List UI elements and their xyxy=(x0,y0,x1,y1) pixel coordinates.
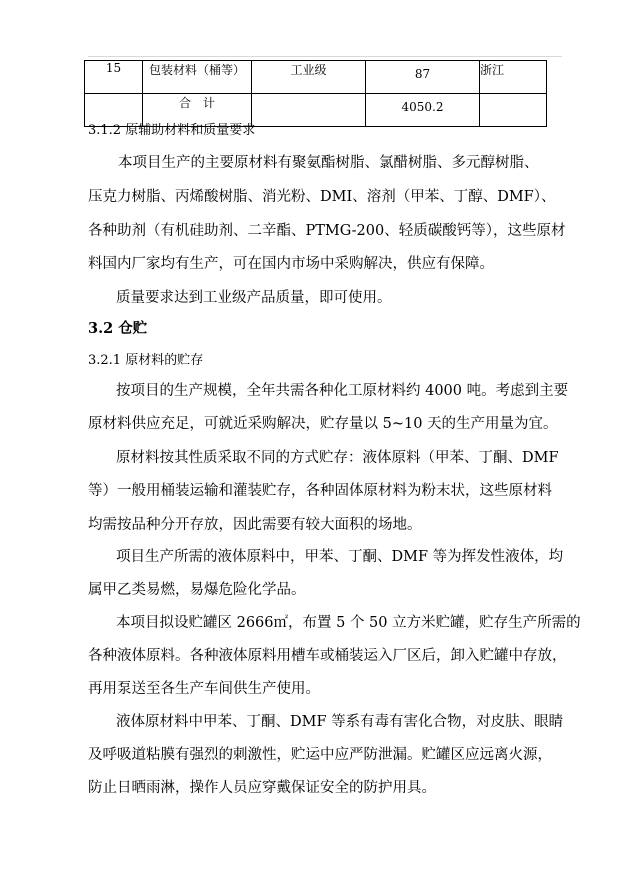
cell-origin xyxy=(480,94,547,127)
paragraph-line: 按项目的生产规模，全年共需各种化工原材料约 4000 吨。考虑到主要 xyxy=(116,383,569,399)
paragraph-line: 项目生产所需的液体原料中，甲苯、丁酮、DMF 等为挥发性液体，均 xyxy=(116,549,564,565)
cell-total-qty: 4050.2 xyxy=(366,94,480,127)
paragraph-line: 及呼吸道粘膜有强烈的刺激性，贮运中应严防泄漏。贮罐区应远离火源， xyxy=(88,747,552,763)
paragraph-line: 原材料供应充足，可就近采购解决，贮存量以 5~10 天的生产用量为宜。 xyxy=(88,416,558,432)
paragraph-line: 压克力树脂、丙烯酸树脂、消光粉、DMI、溶剂（甲苯、丁醇、DMF）、 xyxy=(88,189,556,205)
materials-table xyxy=(84,60,547,127)
paragraph-line: 属甲乙类易燃，易爆危险化学品。 xyxy=(88,582,306,598)
paragraph-line: 再用泵送至各生产车间供生产使用。 xyxy=(88,681,320,697)
paragraph-line: 等）一般用桶装运输和灌装贮存，各种固体原材料为粉末状，这些原材料 xyxy=(88,483,552,499)
cell-grade xyxy=(252,94,366,127)
paragraph-line: 防止日晒雨淋，操作人员应穿戴保证安全的防护用具。 xyxy=(88,780,436,796)
cell-grade: 工业级 xyxy=(252,61,366,94)
section-3-2-title: 3.2 仓贮 xyxy=(88,320,148,337)
section-3-2-1-title: 3.2.1 原材料的贮存 xyxy=(88,353,204,368)
paragraph-line: 质量要求达到工业级产品质量，即可使用。 xyxy=(116,290,392,306)
cell-origin: 浙江 xyxy=(480,61,547,94)
paragraph-line: 料国内厂家均有生产，可在国内市场中采购解决，供应有保障。 xyxy=(88,256,494,272)
header-rule xyxy=(88,56,562,57)
paragraph-line: 各种助剂（有机硅助剂、二辛酯、PTMG-200、轻质碳酸钙等），这些原材 xyxy=(88,223,566,239)
paragraph-line: 均需按品种分开存放，因此需要有较大面积的场地。 xyxy=(88,517,422,533)
cell-no: 15 xyxy=(85,61,143,94)
paragraph-line: 本项目生产的主要原材料有聚氨酯树脂、氯醋树脂、多元醇树脂、 xyxy=(118,155,539,171)
paragraph-line: 本项目拟设贮罐区 2666㎡，布置 5 个 50 立方米贮罐，贮存生产所需的 xyxy=(116,615,581,631)
cell-total-label: 合 计 xyxy=(143,94,252,127)
table-row xyxy=(85,61,547,94)
cell-qty: 87 xyxy=(366,61,480,94)
cell-name: 包装材料（桶等） xyxy=(143,61,252,94)
paragraph-line: 各种液体原料。各种液体原料用槽车或桶装运入厂区后，卸入贮罐中存放， xyxy=(88,648,567,664)
section-3-1-2-title: 3.1.2 原辅助材料和质量要求 xyxy=(88,123,256,138)
paragraph-line: 液体原材料中甲苯、丁酮、DMF 等系有毒有害化合物，对皮肤、眼睛 xyxy=(116,714,564,730)
paragraph-line: 原材料按其性质采取不同的方式贮存：液体原料（甲苯、丁酮、DMF xyxy=(116,450,559,466)
